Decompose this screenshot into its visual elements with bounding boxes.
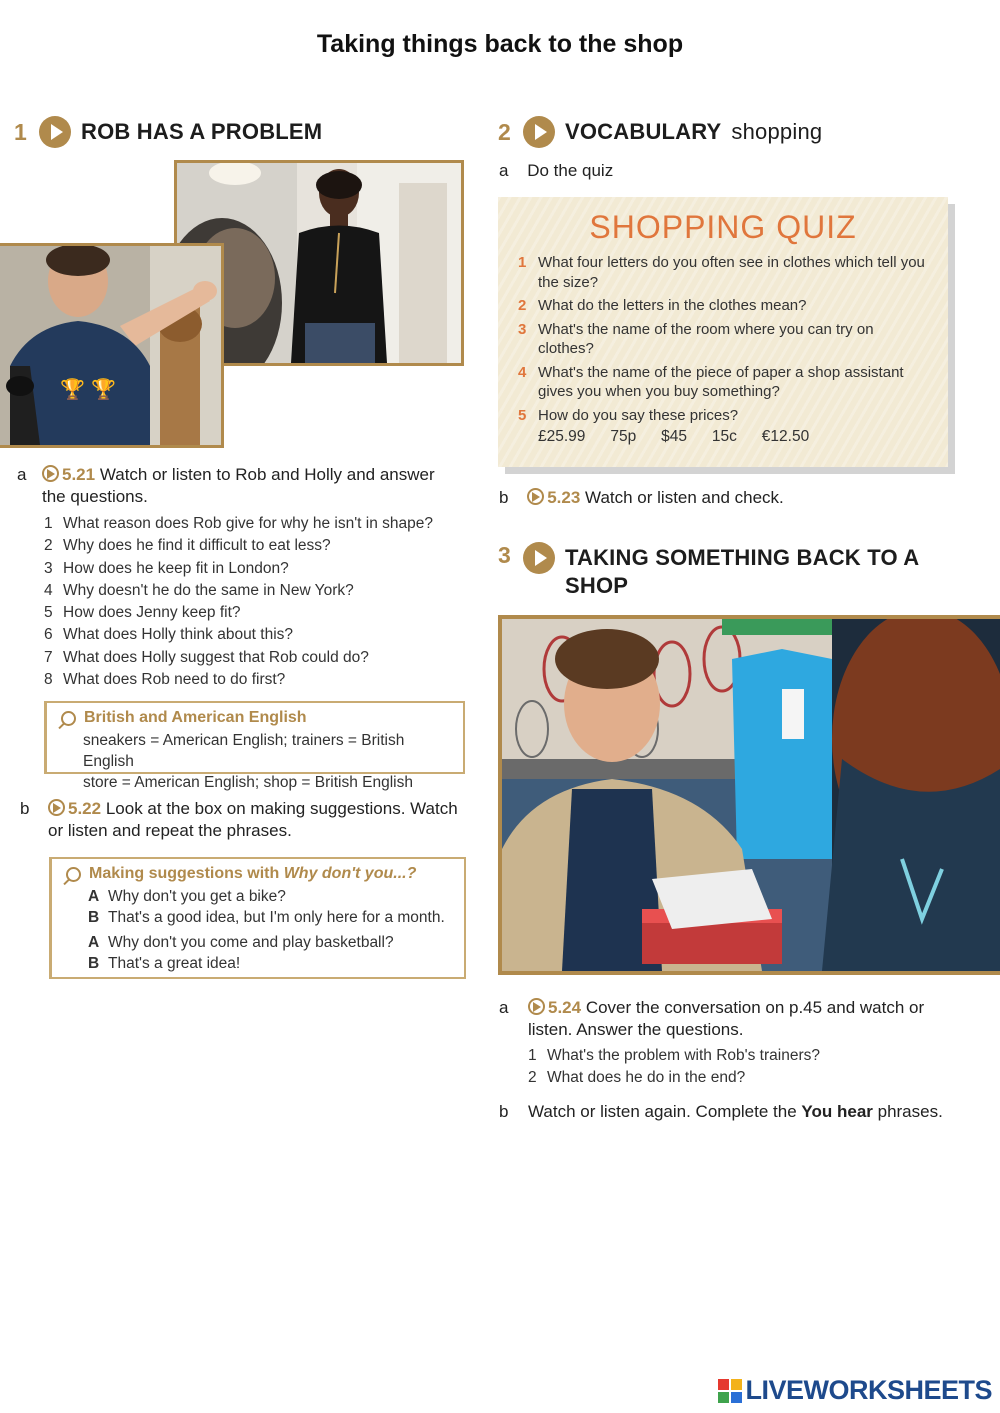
item-number: 5 xyxy=(44,604,53,622)
task-instruction: Do the quiz xyxy=(527,161,614,180)
section-1-task-a xyxy=(17,464,457,508)
audio-play-icon[interactable] xyxy=(42,465,59,482)
list-item xyxy=(528,1045,948,1067)
task-letter: b xyxy=(20,799,30,818)
item-number: 1 xyxy=(518,254,527,271)
section-3-heading xyxy=(498,542,945,600)
speaker-label: B xyxy=(88,909,100,926)
section-3-task-a xyxy=(499,997,949,1041)
box-line: sneakers = American English; trainers = British English xyxy=(83,732,405,770)
task-letter: a xyxy=(499,161,509,180)
audio-track-number: 5.24 xyxy=(548,998,582,1017)
section-1-question-list xyxy=(44,513,474,691)
section-2-task-a xyxy=(499,160,613,182)
item-number: 3 xyxy=(518,320,527,338)
item-number: 1 xyxy=(528,1047,537,1064)
question-text: Why doesn't he do the same in New York? xyxy=(63,581,354,599)
speaker-label: A xyxy=(88,934,100,951)
audio-play-icon[interactable] xyxy=(48,799,65,816)
list-item xyxy=(518,363,933,402)
dialogue-text: That's a good idea, but I'm only here for a month. xyxy=(108,909,445,926)
task-instruction: Watch or listen to Rob and Holly and answer the questions. xyxy=(42,465,435,506)
item-number: 4 xyxy=(518,363,527,381)
box-heading xyxy=(66,865,454,883)
photo-rob-in-shop xyxy=(498,615,1000,975)
list-item xyxy=(528,1067,948,1089)
audio-track-number: 5.23 xyxy=(547,488,581,507)
dialogue-text: Why don't you come and play basketball? xyxy=(108,934,394,951)
play-video-icon[interactable] xyxy=(39,116,71,148)
section-number: 1 xyxy=(14,118,27,145)
item-number: 4 xyxy=(44,581,53,599)
question-text: What does Holly think about this? xyxy=(63,626,294,644)
making-suggestions-box xyxy=(49,857,466,979)
box-title: Making suggestions with xyxy=(89,865,284,882)
list-item xyxy=(518,296,933,316)
audio-play-icon[interactable] xyxy=(528,998,545,1015)
task-instruction: Watch or listen again. Complete the xyxy=(528,1102,802,1121)
list-item xyxy=(44,513,474,535)
dialogue-text: That's a great idea! xyxy=(108,955,241,972)
quiz-question: What's the name of the piece of paper a shop assistant gives you when you buy something? xyxy=(538,363,904,400)
list-item xyxy=(518,320,933,359)
quiz-prices: £25.99 75p $45 15c €12.50 xyxy=(538,428,810,445)
dialogue-line xyxy=(66,953,454,974)
list-item xyxy=(44,558,474,580)
section-2-heading xyxy=(498,116,822,148)
section-3-question-list xyxy=(528,1045,948,1090)
box-line: store = American English; shop = British English xyxy=(83,774,413,791)
play-video-icon[interactable] xyxy=(523,116,555,148)
logo-icon xyxy=(718,1379,742,1403)
quiz-question: How do you say these prices? xyxy=(538,406,739,424)
box-title-emphasis: Why don't you...? xyxy=(283,865,417,882)
dialogue-text: Why don't you get a bike? xyxy=(108,888,286,905)
list-item xyxy=(44,624,474,646)
liveworksheets-logo xyxy=(718,1375,992,1406)
audio-track-number: 5.22 xyxy=(68,799,102,818)
task-instruction: Watch or listen and check. xyxy=(585,488,784,507)
dialogue-line xyxy=(66,886,454,907)
section-subtitle: shopping xyxy=(731,119,823,144)
shopping-quiz-panel xyxy=(498,197,948,467)
quiz-question-list xyxy=(518,253,933,429)
list-item xyxy=(44,602,474,624)
quiz-question: What's the name of the room where you can try on clothes? xyxy=(538,320,874,357)
list-item xyxy=(44,647,474,669)
task-letter: b xyxy=(499,488,509,507)
magnifier-icon xyxy=(66,867,81,882)
item-number: 7 xyxy=(44,648,53,666)
svg-text:🏆 🏆: 🏆 🏆 xyxy=(60,377,117,401)
item-number: 2 xyxy=(44,537,53,555)
item-number: 3 xyxy=(44,559,53,577)
list-item xyxy=(518,253,933,292)
list-item xyxy=(518,406,933,426)
quiz-question: What four letters do you often see in clothes which tell you the size? xyxy=(538,254,925,291)
british-american-english-box xyxy=(44,701,465,791)
speaker-label: B xyxy=(88,955,100,972)
task-letter: a xyxy=(499,998,509,1017)
list-item xyxy=(44,535,474,557)
section-1-heading xyxy=(14,116,322,148)
section-title: TAKING SOMETHING BACK TO A SHOP xyxy=(565,545,919,598)
item-number: 8 xyxy=(44,671,53,689)
item-number: 2 xyxy=(518,297,527,314)
list-item xyxy=(44,669,474,691)
speaker-label: A xyxy=(88,888,100,905)
section-title: VOCABULARY xyxy=(565,119,722,144)
question-text: What reason does Rob give for why he isn't in shape? xyxy=(63,515,434,532)
audio-track-number: 5.21 xyxy=(62,465,96,484)
section-number: 2 xyxy=(498,118,511,145)
item-number: 2 xyxy=(528,1069,537,1087)
task-instruction: Cover the conversation on p.45 and watch or listen. Answer the questions. xyxy=(528,998,925,1039)
task-letter: b xyxy=(499,1102,509,1121)
page-title: Taking things back to the shop xyxy=(316,30,684,58)
play-video-icon[interactable] xyxy=(523,542,555,574)
task-instruction-bold: You hear xyxy=(801,1102,873,1121)
question-text: What does Holly suggest that Rob could do? xyxy=(63,648,369,666)
magnifier-icon xyxy=(61,711,76,726)
section-2-task-b xyxy=(499,487,784,509)
logo-text: LIVEWORKSHEETS xyxy=(745,1375,992,1405)
section-title: ROB HAS A PROBLEM xyxy=(81,119,323,144)
question-text: Why does he find it difficult to eat less? xyxy=(63,537,331,555)
question-text: What does Rob need to do first? xyxy=(63,671,286,689)
list-item xyxy=(44,580,474,602)
item-number: 5 xyxy=(518,406,527,424)
box-heading xyxy=(61,709,453,727)
question-text: How does he keep fit in London? xyxy=(63,559,289,577)
question-text: What does he do in the end? xyxy=(547,1069,746,1087)
item-number: 6 xyxy=(44,626,53,644)
task-letter: a xyxy=(17,465,27,484)
question-text: How does Jenny keep fit? xyxy=(63,604,241,622)
quiz-title: SHOPPING QUIZ xyxy=(589,209,857,245)
section-number: 3 xyxy=(498,542,511,568)
item-number: 1 xyxy=(44,515,53,532)
section-3-task-b xyxy=(499,1101,949,1123)
task-instruction-end: phrases. xyxy=(872,1102,943,1121)
dialogue-line xyxy=(66,932,454,953)
dialogue-line xyxy=(66,907,454,928)
section-1-task-b xyxy=(20,798,460,842)
box-title: British and American English xyxy=(84,709,307,726)
quiz-question: What do the letters in the clothes mean? xyxy=(538,297,807,314)
photo-rob-stairs xyxy=(0,243,224,448)
task-instruction: Look at the box on making suggestions. Watch or listen and repeat the phrases. xyxy=(48,799,458,840)
question-text: What's the problem with Rob's trainers? xyxy=(547,1047,820,1064)
audio-play-icon[interactable] xyxy=(527,488,544,505)
